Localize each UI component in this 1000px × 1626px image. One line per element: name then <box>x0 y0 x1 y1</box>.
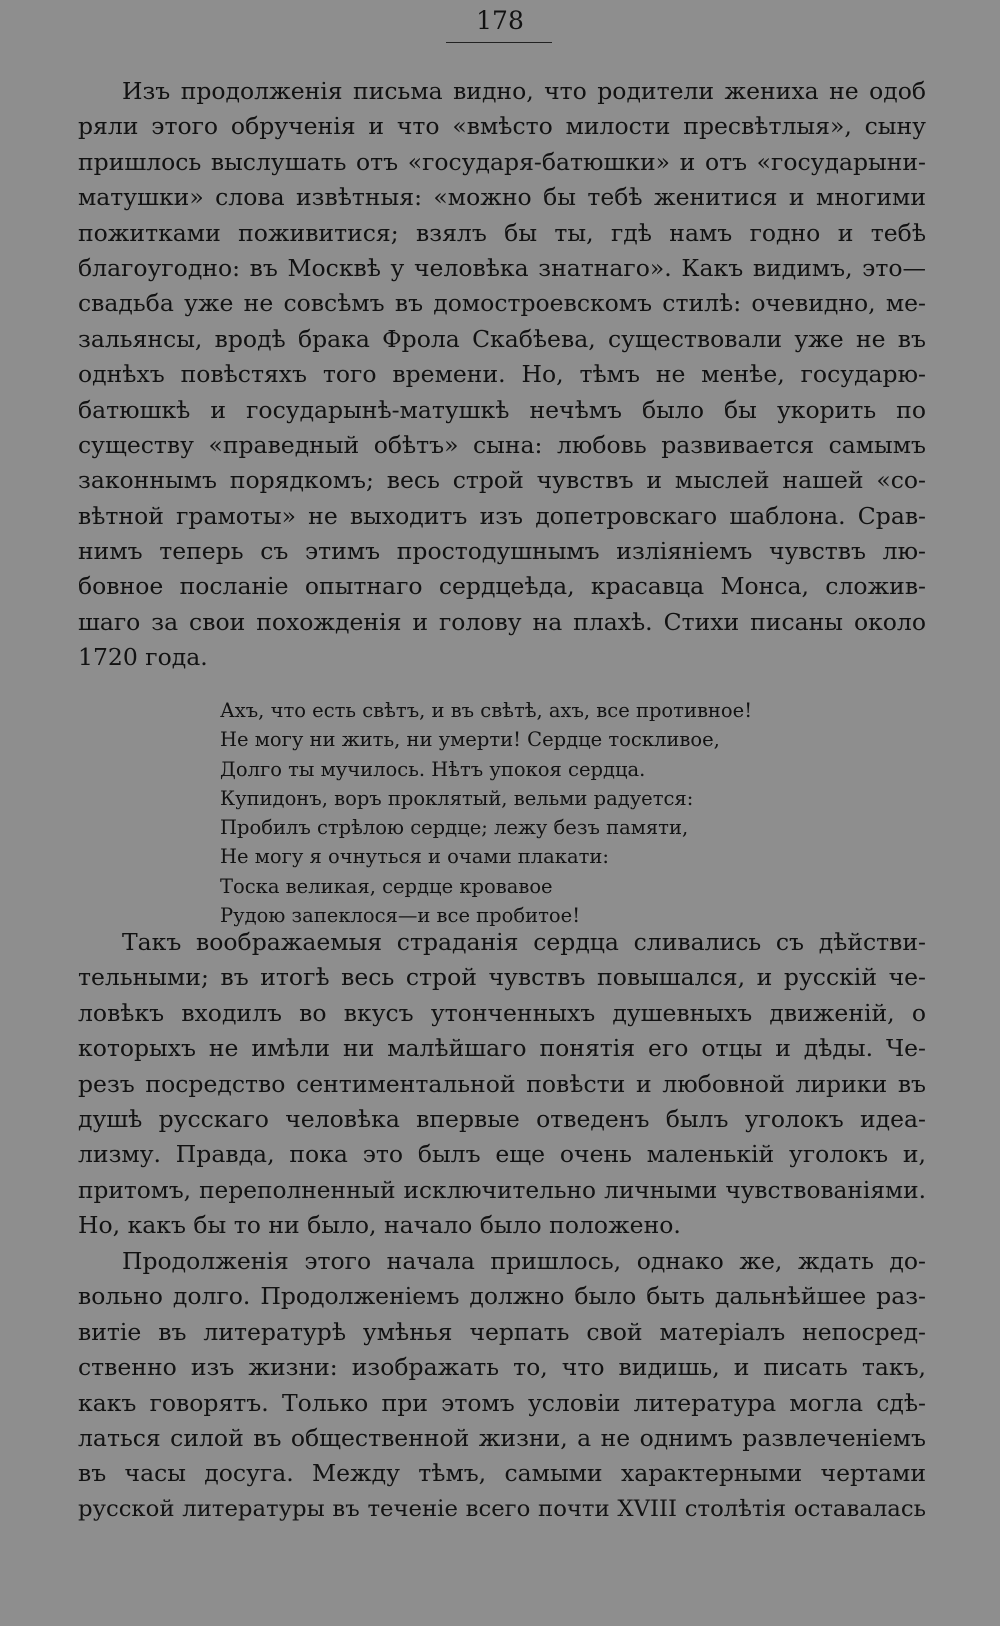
paragraph-1 <box>78 74 926 676</box>
paragraph3-line: ственно изъ жизни: изображать то, что видишь, и писать такъ, <box>78 1353 926 1382</box>
paragraph1-line: 1720 года. <box>78 643 208 672</box>
paragraph3-line: какъ говорятъ. Только при этомъ условіи литература могла сдѣ- <box>78 1388 926 1417</box>
paragraph2-line: притомъ, переполненный исключительно личными чувствованіями. <box>78 1176 926 1204</box>
verse-line: Не могу ни жить, ни умерти! Сердце тоскливое, <box>220 728 720 752</box>
paragraph2-line: которыхъ не имѣли ни малѣйшаго понятія его отцы и дѣды. Че- <box>78 1034 926 1063</box>
paragraph1-line: ряли этого обрученія и что «вмѣсто милости пресвѣтлыя», сыну <box>78 112 926 141</box>
page-number: 178 <box>476 6 524 35</box>
page-number-rule <box>446 42 552 43</box>
verse-quote <box>220 696 860 930</box>
paragraph2-line: резъ посредство сентиментальной повѣсти и любовной лирики въ <box>78 1069 926 1098</box>
paragraph3-line: въ часы досуга. Между тѣмъ, самыми характерными чертами <box>78 1459 926 1488</box>
verse-line: Пробилъ стрѣлою сердце; лежу безъ памяти, <box>220 816 689 840</box>
paragraph2-line: Но, какъ бы то ни было, начало было положено. <box>78 1211 681 1240</box>
paragraph1-line: свадьба уже не совсѣмъ въ домостроевскомъ стилѣ: очевидно, ме- <box>78 289 926 318</box>
paragraph1-line: зальянсы, вродѣ брака Фрола Скабѣева, существовали уже не въ <box>78 324 926 353</box>
paragraph-2 <box>78 925 926 1244</box>
paragraph2-line: лизму. Правда, пока это былъ еще очень маленькій уголокъ и, <box>78 1140 926 1169</box>
verse-line: Рудою запеклося—и все пробитое! <box>220 904 581 928</box>
verse-line: Не могу я очнуться и очами плакати: <box>220 845 609 869</box>
paragraph1-line: однѣхъ повѣстяхъ того времени. Но, тѣмъ не менѣе, государю- <box>78 360 926 389</box>
paragraph1-line: бовное посланіе опытнаго сердцеѣда, красавца Монса, сложив- <box>78 572 926 601</box>
paragraph1-line: законнымъ порядкомъ; весь строй чувствъ и мыслей нашей «со- <box>78 466 926 495</box>
paragraph2-line: тельными; въ итогѣ весь строй чувствъ повышался, и русскій че- <box>78 963 926 992</box>
paragraph1-line: пришлось выслушать отъ «государя-батюшки» и отъ «государыни- <box>78 147 926 176</box>
paragraph2-line: Такъ воображаемыя страданія сердца сливались съ дѣйстви- <box>122 928 926 956</box>
paragraph1-line: благоугодно: въ Москвѣ у человѣка знатнаго». Какъ видимъ, это— <box>78 253 926 282</box>
paragraph2-line: ловѣкъ входилъ во вкусъ утонченныхъ душевныхъ движеній, о <box>78 998 926 1027</box>
paragraph3-line: латься силой въ общественной жизни, а не однимъ развлеченіемъ <box>78 1423 926 1452</box>
verse-line: Купидонъ, воръ проклятый, вельми радуется: <box>220 786 694 810</box>
paragraph1-line: матушки» слова извѣтныя: «можно бы тебѣ женитися и многими <box>78 183 926 212</box>
paragraph3-line: витіе въ литературѣ умѣнья черпать свой матеріалъ непосред- <box>78 1317 926 1346</box>
paragraph1-line: пожитками поживитися; взялъ бы ты, гдѣ намъ годно и тебѣ <box>78 218 926 247</box>
paragraph3-line: русской литературы въ теченіе всего почти XVIII столѣтія оставалась <box>78 1495 926 1522</box>
paragraph1-line: Изъ продолженія письма видно, что родители жениха не одоб <box>122 77 926 105</box>
paragraph1-line: шаго за свои похожденія и голову на плахѣ. Стихи писаны около <box>78 607 926 636</box>
paragraph1-line: батюшкѣ и государынѣ-матушкѣ нечѣмъ было бы укорить по <box>78 395 926 424</box>
verse-line: Тоска великая, сердце кровавое <box>220 874 553 898</box>
paragraph2-line: душѣ русскаго человѣка впервые отведенъ былъ уголокъ идеа- <box>78 1104 926 1133</box>
paragraph3-line: вольно долго. Продолженіемъ должно было быть дальнѣйшее раз- <box>78 1282 926 1311</box>
paragraph1-line: существу «праведный обѣтъ» сына: любовь развивается самымъ <box>78 430 926 459</box>
paragraph3-line: Продолженія этого начала пришлось, однако же, ждать до- <box>122 1247 926 1275</box>
verse-line: Ахъ, что есть свѣтъ, и въ свѣтѣ, ахъ, все противное! <box>220 699 753 722</box>
verse-line: Долго ты мучилось. Нѣтъ упокоя сердца. <box>220 757 646 781</box>
paragraph1-line: вѣтной грамоты» не выходитъ изъ допетровскаго шаблона. Срав- <box>78 501 926 530</box>
paragraph1-line: нимъ теперь съ этимъ простодушнымъ изліяніемъ чувствъ лю- <box>78 537 926 566</box>
paragraph-3 <box>78 1244 926 1527</box>
